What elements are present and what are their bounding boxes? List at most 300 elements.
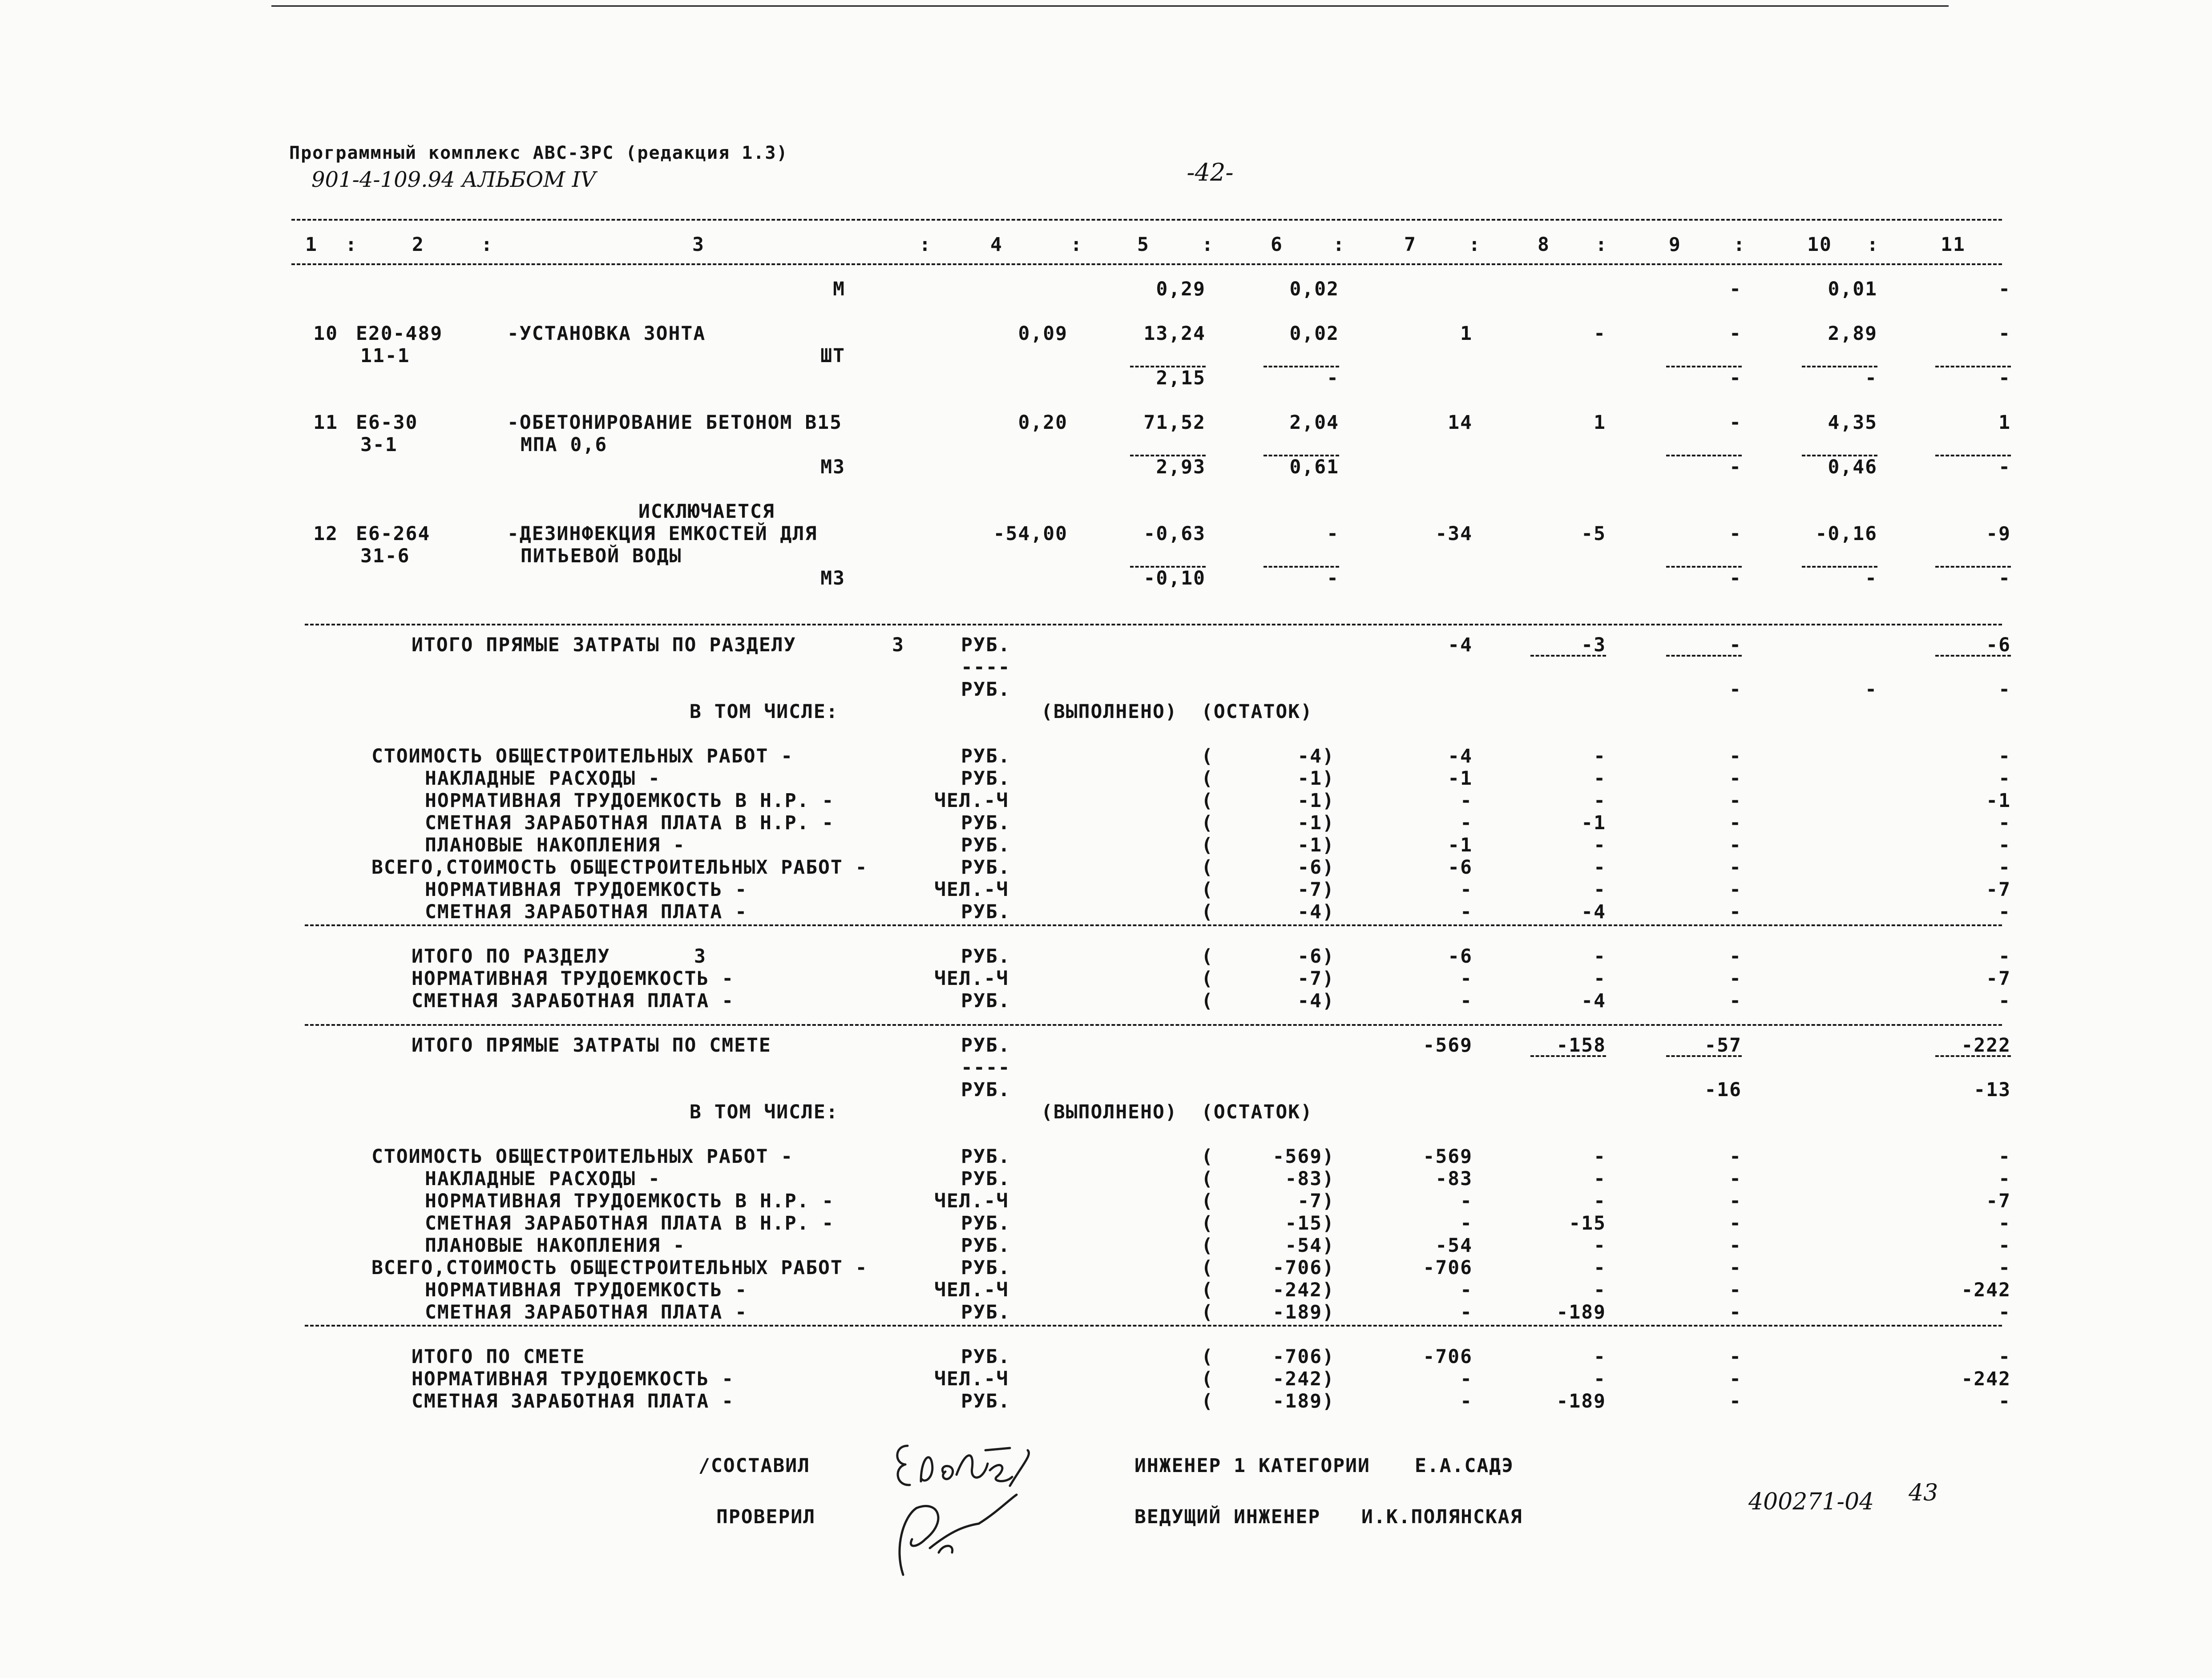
item-number: 11 xyxy=(313,411,338,434)
estimate-breakdown-done: -15) xyxy=(1285,1212,1335,1234)
sub-rule-c11 xyxy=(1935,1055,2011,1057)
item-sub-value-c5: 2,15 xyxy=(1156,367,1206,389)
estimate-total-paren: ( xyxy=(1201,1346,1214,1368)
column-header-11: 11 xyxy=(1941,234,1966,256)
section-breakdown-c9: - xyxy=(1729,745,1742,767)
item-value-c11: -9 xyxy=(1986,523,2011,545)
section-total-c11: - xyxy=(1998,945,2011,968)
section-breakdown-paren: ( xyxy=(1201,790,1214,812)
estimate-breakdown-c8: - xyxy=(1594,1168,1606,1190)
section-breakdown-c7: - xyxy=(1460,812,1473,834)
section-breakdown-label: СМЕТНАЯ ЗАРАБОТНАЯ ПЛАТА - xyxy=(425,901,748,923)
section-direct-c11: -6 xyxy=(1986,634,2011,656)
section-breakdown-c8: - xyxy=(1594,856,1606,879)
section-breakdown-c11: - xyxy=(1998,901,2011,923)
estimate-breakdown-label: ВСЕГО,СТОИМОСТЬ ОБЩЕСТРОИТЕЛЬНЫХ РАБОТ - xyxy=(371,1257,868,1279)
estimate-direct2-unit: РУБ. xyxy=(961,1079,1011,1101)
section-breakdown-label: НАКЛАДНЫЕ РАСХОДЫ - xyxy=(425,767,661,790)
section-total-unit: РУБ. xyxy=(961,945,1011,968)
page-number: -42- xyxy=(1187,158,1234,186)
estimate-total-c11: -242 xyxy=(1961,1368,2011,1390)
estimate-breakdown-unit: РУБ. xyxy=(961,1301,1011,1323)
estimate-breakdown-c7: -83 xyxy=(1435,1168,1473,1190)
section-breakdown-unit: ЧЕЛ.-Ч xyxy=(934,879,1009,901)
item-sub-value-c6: 0,61 xyxy=(1289,456,1339,478)
estimate-breakdown-unit: РУБ. xyxy=(961,1257,1011,1279)
estimate-rule-top xyxy=(305,1024,2002,1026)
checked-label: ПРОВЕРИЛ xyxy=(716,1506,816,1528)
section-total-done: -7) xyxy=(1297,968,1335,990)
estimate-breakdown-c11: - xyxy=(1998,1146,2011,1168)
estimate-breakdown-c11: - xyxy=(1998,1301,2011,1323)
estimate-breakdown-paren: ( xyxy=(1201,1257,1214,1279)
section-direct2-c10: - xyxy=(1865,678,1877,701)
estimate-total-unit: РУБ. xyxy=(961,1346,1011,1368)
item-value-c6: - xyxy=(1327,523,1339,545)
section-breakdown-c8: - xyxy=(1594,745,1606,767)
column-separator: : xyxy=(1070,234,1083,256)
section-total-paren: ( xyxy=(1201,945,1214,968)
item-unit: М3 xyxy=(820,456,845,478)
estimate-breakdown-paren: ( xyxy=(1201,1234,1214,1257)
sub-rule-c9 xyxy=(1666,1055,1742,1057)
estimate-breakdown-done: -242) xyxy=(1272,1279,1335,1301)
item-sub-value-c11: - xyxy=(1998,367,2011,389)
item-value-c10: 4,35 xyxy=(1828,411,1877,434)
column-header-6: 6 xyxy=(1271,234,1283,256)
section-breakdown-label: ПЛАНОВЫЕ НАКОПЛЕНИЯ - xyxy=(425,834,686,856)
item-unit: М3 xyxy=(820,567,845,589)
column-header-9: 9 xyxy=(1669,234,1681,256)
estimate-total-c8: - xyxy=(1594,1368,1606,1390)
item-value-c8: -5 xyxy=(1581,523,1606,545)
section-rule-top xyxy=(305,624,2002,625)
section-breakdown-done: -4) xyxy=(1297,745,1335,767)
section-breakdown-c7: -6 xyxy=(1448,856,1473,879)
column-header-4: 4 xyxy=(990,234,1003,256)
section-breakdown-c7: -4 xyxy=(1448,745,1473,767)
section-breakdown-c9: - xyxy=(1729,767,1742,790)
section-total-c7: -6 xyxy=(1448,945,1473,968)
section-total-paren: ( xyxy=(1201,968,1214,990)
checker-title: ВЕДУЩИЙ ИНЖЕНЕР xyxy=(1134,1506,1321,1528)
section-total-label: НОРМАТИВНАЯ ТРУДОЕМКОСТЬ - xyxy=(412,968,735,990)
section-breakdown-done: -1) xyxy=(1297,790,1335,812)
section-breakdown-done: -1) xyxy=(1297,767,1335,790)
item-sub-value-c9: - xyxy=(1729,567,1742,589)
header-rule-top xyxy=(291,219,2002,221)
section-direct-label: ИТОГО ПРЯМЫЕ ЗАТРАТЫ ПО РАЗДЕЛУ xyxy=(412,634,796,656)
program-title: Программный комплекс АВС-3РС (редакция 1.3) xyxy=(289,143,788,163)
item-value-c4: 0,09 xyxy=(1018,323,1068,345)
estimate-total-c11: - xyxy=(1998,1390,2011,1412)
column-separator: : xyxy=(919,234,932,256)
estimate-direct2-c9: -16 xyxy=(1704,1079,1742,1101)
estimate-total-c8: - xyxy=(1594,1346,1606,1368)
section-total-unit: ЧЕЛ.-Ч xyxy=(934,968,1009,990)
section-direct2-c9: - xyxy=(1729,678,1742,701)
section-breakdown-paren: ( xyxy=(1201,901,1214,923)
section-breakdown-c7: - xyxy=(1460,879,1473,901)
estimate-rest-header: (ОСТАТОК) xyxy=(1201,1101,1313,1123)
estimate-total-c9: - xyxy=(1729,1346,1742,1368)
section-total-paren: ( xyxy=(1201,990,1214,1012)
estimate-total-c9: - xyxy=(1729,1368,1742,1390)
estimate-dash-mark: ---- xyxy=(961,1057,1011,1079)
estimate-total-label: НОРМАТИВНАЯ ТРУДОЕМКОСТЬ - xyxy=(412,1368,735,1390)
section-total-c8: -4 xyxy=(1581,990,1606,1012)
item-value-c4: 0,20 xyxy=(1018,411,1068,434)
estimate-total-paren: ( xyxy=(1201,1390,1214,1412)
section-total-c11: -7 xyxy=(1986,968,2011,990)
section-breakdown-done: -7) xyxy=(1297,879,1335,901)
section-breakdown-c8: - xyxy=(1594,790,1606,812)
estimate-breakdown-c8: -189 xyxy=(1556,1301,1606,1323)
section-breakdown-unit: РУБ. xyxy=(961,834,1011,856)
estimate-direct-label: ИТОГО ПРЯМЫЕ ЗАТРАТЫ ПО СМЕТЕ xyxy=(412,1034,771,1057)
estimate-direct-c11: -222 xyxy=(1961,1034,2011,1057)
estimate-breakdown-c8: - xyxy=(1594,1279,1606,1301)
section-breakdown-paren: ( xyxy=(1201,856,1214,879)
estimate-total-c11: - xyxy=(1998,1346,2011,1368)
estimate-breakdown-done: -7) xyxy=(1297,1190,1335,1212)
estimate-breakdown-c11: -242 xyxy=(1961,1279,2011,1301)
estimate-breakdown-paren: ( xyxy=(1201,1190,1214,1212)
estimate-breakdown-c9: - xyxy=(1729,1257,1742,1279)
section-breakdown-c7: - xyxy=(1460,790,1473,812)
section-breakdown-paren: ( xyxy=(1201,879,1214,901)
estimate-breakdown-c9: - xyxy=(1729,1168,1742,1190)
top-border-line xyxy=(271,5,1949,7)
estimate-total-c7: - xyxy=(1460,1390,1473,1412)
section-direct-number: 3 xyxy=(892,634,904,656)
section-breakdown-c11: - xyxy=(1998,745,2011,767)
section-breakdown-label: ВСЕГО,СТОИМОСТЬ ОБЩЕСТРОИТЕЛЬНЫХ РАБОТ - xyxy=(371,856,868,879)
estimate-breakdown-c7: -706 xyxy=(1423,1257,1473,1279)
section-breakdown-c9: - xyxy=(1729,856,1742,879)
estimate-breakdown-c7: -569 xyxy=(1423,1146,1473,1168)
section-breakdown-c8: -1 xyxy=(1581,812,1606,834)
item-value-c10: 2,89 xyxy=(1828,323,1877,345)
section-breakdown-unit: РУБ. xyxy=(961,745,1011,767)
item-sub-value-c9: - xyxy=(1729,367,1742,389)
estimate-breakdown-label: СТОИМОСТЬ ОБЩЕСТРОИТЕЛЬНЫХ РАБОТ - xyxy=(371,1146,794,1168)
column-separator: : xyxy=(1733,234,1746,256)
item-value-c8: 1 xyxy=(1594,411,1606,434)
item-sub-value-c10: 0,46 xyxy=(1828,456,1877,478)
estimate-breakdown-unit: РУБ. xyxy=(961,1234,1011,1257)
section-breakdown-done: -6) xyxy=(1297,856,1335,879)
section-breakdown-label: НОРМАТИВНАЯ ТРУДОЕМКОСТЬ В Н.Р. - xyxy=(425,790,835,812)
item-unit: ШТ xyxy=(820,345,845,367)
estimate-breakdown-c8: -15 xyxy=(1569,1212,1606,1234)
estimate-breakdown-c11: - xyxy=(1998,1168,2011,1190)
estimate-breakdown-done: -54) xyxy=(1285,1234,1335,1257)
item-name-cont: МПА 0,6 xyxy=(521,434,608,456)
sub-rule-c9 xyxy=(1666,655,1742,657)
estimate-total-c7: - xyxy=(1460,1368,1473,1390)
section-breakdown-unit: РУБ. xyxy=(961,856,1011,879)
item-value-c7: 1 xyxy=(1460,323,1473,345)
section-breakdown-done: -4) xyxy=(1297,901,1335,923)
section-breakdown-label: НОРМАТИВНАЯ ТРУДОЕМКОСТЬ - xyxy=(425,879,748,901)
sub-rule-c11 xyxy=(1935,655,2011,657)
estimate-breakdown-c11: - xyxy=(1998,1234,2011,1257)
item-name-cont: ПИТЬЕВОЙ ВОДЫ xyxy=(521,545,682,567)
column-header-7: 7 xyxy=(1404,234,1417,256)
estimate-direct-c9: -57 xyxy=(1704,1034,1742,1057)
estimate-breakdown-paren: ( xyxy=(1201,1212,1214,1234)
estimate-breakdown-paren: ( xyxy=(1201,1168,1214,1190)
section-total-unit: РУБ. xyxy=(961,990,1011,1012)
section-breakdown-c9: - xyxy=(1729,901,1742,923)
column-header-2: 2 xyxy=(412,234,424,256)
section-total-c8: - xyxy=(1594,945,1606,968)
section-breakdown-c8: - xyxy=(1594,767,1606,790)
estimate-breakdown-c7: -54 xyxy=(1435,1234,1473,1257)
section-breakdown-c11: - xyxy=(1998,834,2011,856)
item-sub-value-c11: - xyxy=(1998,456,2011,478)
estimate-breakdown-done: -569) xyxy=(1272,1146,1335,1168)
item-value-c7: -34 xyxy=(1435,523,1473,545)
section-total-number: 3 xyxy=(694,945,706,968)
item-value-c5: 0,29 xyxy=(1156,278,1206,300)
section-total-c9: - xyxy=(1729,968,1742,990)
section-breakdown-c9: - xyxy=(1729,834,1742,856)
composer-name: Е.А.САДЭ xyxy=(1415,1455,1514,1477)
estimate-total-done: -242) xyxy=(1272,1368,1335,1390)
column-separator: : xyxy=(481,234,493,256)
estimate-breakdown-unit: ЧЕЛ.-Ч xyxy=(934,1279,1009,1301)
section-direct-c7: -4 xyxy=(1448,634,1473,656)
estimate-breakdown-label: НОРМАТИВНАЯ ТРУДОЕМКОСТЬ - xyxy=(425,1279,748,1301)
estimate-breakdown-c9: - xyxy=(1729,1212,1742,1234)
estimate-total-c9: - xyxy=(1729,1390,1742,1412)
item-value-c5: 71,52 xyxy=(1143,411,1206,434)
section-breakdown-c11: - xyxy=(1998,856,2011,879)
estimate-breakdown-unit: РУБ. xyxy=(961,1168,1011,1190)
item-code-sub: 3-1 xyxy=(360,434,398,456)
checker-signature xyxy=(876,1481,1023,1584)
section-breakdown-c8: -4 xyxy=(1581,901,1606,923)
archive-stamp-code: 400271-04 xyxy=(1748,1488,1874,1515)
item-sub-value-c9: - xyxy=(1729,456,1742,478)
item-sub-value-c11: - xyxy=(1998,567,2011,589)
section-breakdown-unit: РУБ. xyxy=(961,767,1011,790)
estimate-breakdown-done: -706) xyxy=(1272,1257,1335,1279)
estimate-breakdown-c9: - xyxy=(1729,1146,1742,1168)
section-breakdown-unit: ЧЕЛ.-Ч xyxy=(934,790,1009,812)
column-separator: : xyxy=(1595,234,1608,256)
section-breakdown-paren: ( xyxy=(1201,767,1214,790)
estimate-breakdown-c7: - xyxy=(1460,1212,1473,1234)
estimate-total-c8: -189 xyxy=(1556,1390,1606,1412)
estimate-breakdown-label: НОРМАТИВНАЯ ТРУДОЕМКОСТЬ В Н.Р. - xyxy=(425,1190,835,1212)
section-breakdown-c11: - xyxy=(1998,812,2011,834)
item-value-c9: - xyxy=(1729,278,1742,300)
section-breakdown-c7: - xyxy=(1460,901,1473,923)
estimate-breakdown-c9: - xyxy=(1729,1190,1742,1212)
composed-label: /СОСТАВИЛ xyxy=(698,1455,810,1477)
section-breakdown-c8: - xyxy=(1594,879,1606,901)
estimate-breakdown-done: -189) xyxy=(1272,1301,1335,1323)
album-code: 901-4-109.94 АЛЬБОМ IV xyxy=(311,167,596,192)
estimate-breakdown-unit: РУБ. xyxy=(961,1146,1011,1168)
section-direct2-c11: - xyxy=(1998,678,2011,701)
item-value-c9: - xyxy=(1729,411,1742,434)
item-value-c5: 13,24 xyxy=(1143,323,1206,345)
item-value-c10: 0,01 xyxy=(1828,278,1877,300)
item-value-c10: -0,16 xyxy=(1815,523,1877,545)
item-code: Е6-264 xyxy=(356,523,431,545)
sub-rule-c8 xyxy=(1530,1055,1606,1057)
item-sub-value-c6: - xyxy=(1327,367,1339,389)
item-value-c9: - xyxy=(1729,523,1742,545)
checker-name: И.К.ПОЛЯНСКАЯ xyxy=(1361,1506,1523,1528)
header-rule-bottom xyxy=(291,263,2002,265)
estimate-breakdown-label: НАКЛАДНЫЕ РАСХОДЫ - xyxy=(425,1168,661,1190)
item-value-c7: 14 xyxy=(1448,411,1473,434)
section-total-label: СМЕТНАЯ ЗАРАБОТНАЯ ПЛАТА - xyxy=(412,990,735,1012)
estimate-breakdown-c9: - xyxy=(1729,1234,1742,1257)
item-name: -УСТАНОВКА ЗОНТА xyxy=(507,323,706,345)
section-direct-c9: - xyxy=(1729,634,1742,656)
estimate-breakdown-label: СМЕТНАЯ ЗАРАБОТНАЯ ПЛАТА В Н.Р. - xyxy=(425,1212,835,1234)
section-dash-mark: ---- xyxy=(961,656,1011,678)
section-breakdown-label: СМЕТНАЯ ЗАРАБОТНАЯ ПЛАТА В Н.Р. - xyxy=(425,812,835,834)
column-header-5: 5 xyxy=(1137,234,1150,256)
composer-title: ИНЖЕНЕР 1 КАТЕГОРИИ xyxy=(1134,1455,1370,1477)
item-sub-value-c5: -0,10 xyxy=(1143,567,1206,589)
estimate-total-label: ИТОГО ПО СМЕТЕ xyxy=(412,1346,585,1368)
section-breakdown-c7: -1 xyxy=(1448,767,1473,790)
estimate-breakdown-c9: - xyxy=(1729,1279,1742,1301)
section-direct-unit: РУБ. xyxy=(961,634,1011,656)
column-header-8: 8 xyxy=(1538,234,1550,256)
estimate-breakdown-paren: ( xyxy=(1201,1146,1214,1168)
estimate-breakdown-paren: ( xyxy=(1201,1279,1214,1301)
column-separator: : xyxy=(1333,234,1345,256)
section-breakdown-c11: - xyxy=(1998,767,2011,790)
section-total-label: ИТОГО ПО РАЗДЕЛУ xyxy=(412,945,610,968)
section-breakdown-paren: ( xyxy=(1201,745,1214,767)
section-breakdown-paren: ( xyxy=(1201,812,1214,834)
column-header-10: 10 xyxy=(1807,234,1832,256)
section-including: В ТОМ ЧИСЛЕ: xyxy=(690,701,839,723)
item-code: Е6-30 xyxy=(356,411,418,434)
section-breakdown-label: СТОИМОСТЬ ОБЩЕСТРОИТЕЛЬНЫХ РАБОТ - xyxy=(371,745,794,767)
section-total-c11: - xyxy=(1998,990,2011,1012)
section-direct-c8: -3 xyxy=(1581,634,1606,656)
section-total-c7: - xyxy=(1460,990,1473,1012)
item-number: 10 xyxy=(313,323,338,345)
estimate-total-done: -189) xyxy=(1272,1390,1335,1412)
estimate-breakdown-label: ПЛАНОВЫЕ НАКОПЛЕНИЯ - xyxy=(425,1234,686,1257)
estimate-breakdown-c7: - xyxy=(1460,1190,1473,1212)
estimate-breakdown-c9: - xyxy=(1729,1301,1742,1323)
section-done-header: (ВЫПОЛНЕНО) xyxy=(1041,701,1178,723)
estimate-breakdown-c8: - xyxy=(1594,1234,1606,1257)
estimate-direct-c7: -569 xyxy=(1423,1034,1473,1057)
estimate-total-label: СМЕТНАЯ ЗАРАБОТНАЯ ПЛАТА - xyxy=(412,1390,735,1412)
estimate-direct2-c11: -13 xyxy=(1974,1079,2011,1101)
item-value-c9: - xyxy=(1729,323,1742,345)
estimate-rule-mid xyxy=(305,1325,2002,1327)
sub-rule-c8 xyxy=(1530,655,1606,657)
item-sub-value-c10: - xyxy=(1865,567,1877,589)
section-breakdown-c11: -1 xyxy=(1986,790,2011,812)
item-value-c5: -0,63 xyxy=(1143,523,1206,545)
estimate-breakdown-c11: -7 xyxy=(1986,1190,2011,1212)
item-value-c11: 1 xyxy=(1998,411,2011,434)
section-breakdown-unit: РУБ. xyxy=(961,812,1011,834)
item-code-sub: 31-6 xyxy=(360,545,410,567)
item-value-c6: 2,04 xyxy=(1289,411,1339,434)
item-value-c8: - xyxy=(1594,323,1606,345)
item-sub-value-c5: 2,93 xyxy=(1156,456,1206,478)
item-code-sub: 11-1 xyxy=(360,345,410,367)
estimate-direct-unit: РУБ. xyxy=(961,1034,1011,1057)
column-header-3: 3 xyxy=(692,234,705,256)
item-value-c11: - xyxy=(1998,323,2011,345)
estimate-breakdown-unit: ЧЕЛ.-Ч xyxy=(934,1190,1009,1212)
column-separator: : xyxy=(1867,234,1879,256)
section-total-c9: - xyxy=(1729,990,1742,1012)
estimate-breakdown-label: СМЕТНАЯ ЗАРАБОТНАЯ ПЛАТА - xyxy=(425,1301,748,1323)
item-value-c11: - xyxy=(1998,278,2011,300)
item-name: -ОБЕТОНИРОВАНИЕ БЕТОНОМ В15 xyxy=(507,411,842,434)
section-breakdown-c7: -1 xyxy=(1448,834,1473,856)
item-note: ИСКЛЮЧАЕТСЯ xyxy=(638,500,775,523)
item-value-c4: -54,00 xyxy=(993,523,1068,545)
section-breakdown-unit: РУБ. xyxy=(961,901,1011,923)
estimate-total-paren: ( xyxy=(1201,1368,1214,1390)
item-value-c6: 0,02 xyxy=(1289,323,1339,345)
section-total-c9: - xyxy=(1729,945,1742,968)
section-breakdown-c9: - xyxy=(1729,790,1742,812)
estimate-breakdown-c7: - xyxy=(1460,1301,1473,1323)
item-value-c6: 0,02 xyxy=(1289,278,1339,300)
estimate-total-unit: РУБ. xyxy=(961,1390,1011,1412)
section-breakdown-done: -1) xyxy=(1297,834,1335,856)
estimate-breakdown-unit: РУБ. xyxy=(961,1212,1011,1234)
estimate-breakdown-c11: - xyxy=(1998,1257,2011,1279)
column-separator: : xyxy=(345,234,358,256)
item-name: -ДЕЗИНФЕКЦИЯ ЕМКОСТЕЙ ДЛЯ xyxy=(507,523,818,545)
estimate-total-c7: -706 xyxy=(1423,1346,1473,1368)
column-separator: : xyxy=(1469,234,1481,256)
column-separator: : xyxy=(1202,234,1214,256)
section-breakdown-c11: -7 xyxy=(1986,879,2011,901)
section-breakdown-done: -1) xyxy=(1297,812,1335,834)
estimate-breakdown-done: -83) xyxy=(1285,1168,1335,1190)
item-sub-value-c6: - xyxy=(1327,567,1339,589)
item-unit: М xyxy=(833,278,845,300)
section-rule-mid xyxy=(305,924,2002,926)
section-breakdown-c8: - xyxy=(1594,834,1606,856)
section-breakdown-paren: ( xyxy=(1201,834,1214,856)
section-total-done: -6) xyxy=(1297,945,1335,968)
estimate-breakdown-c11: - xyxy=(1998,1212,2011,1234)
estimate-total-unit: ЧЕЛ.-Ч xyxy=(934,1368,1009,1390)
section-total-done: -4) xyxy=(1297,990,1335,1012)
estimate-total-done: -706) xyxy=(1272,1346,1335,1368)
section-total-c8: - xyxy=(1594,968,1606,990)
item-code: Е20-489 xyxy=(356,323,443,345)
estimate-done-header: (ВЫПОЛНЕНО) xyxy=(1041,1101,1178,1123)
item-sub-value-c10: - xyxy=(1865,367,1877,389)
section-rest-header: (ОСТАТОК) xyxy=(1201,701,1313,723)
